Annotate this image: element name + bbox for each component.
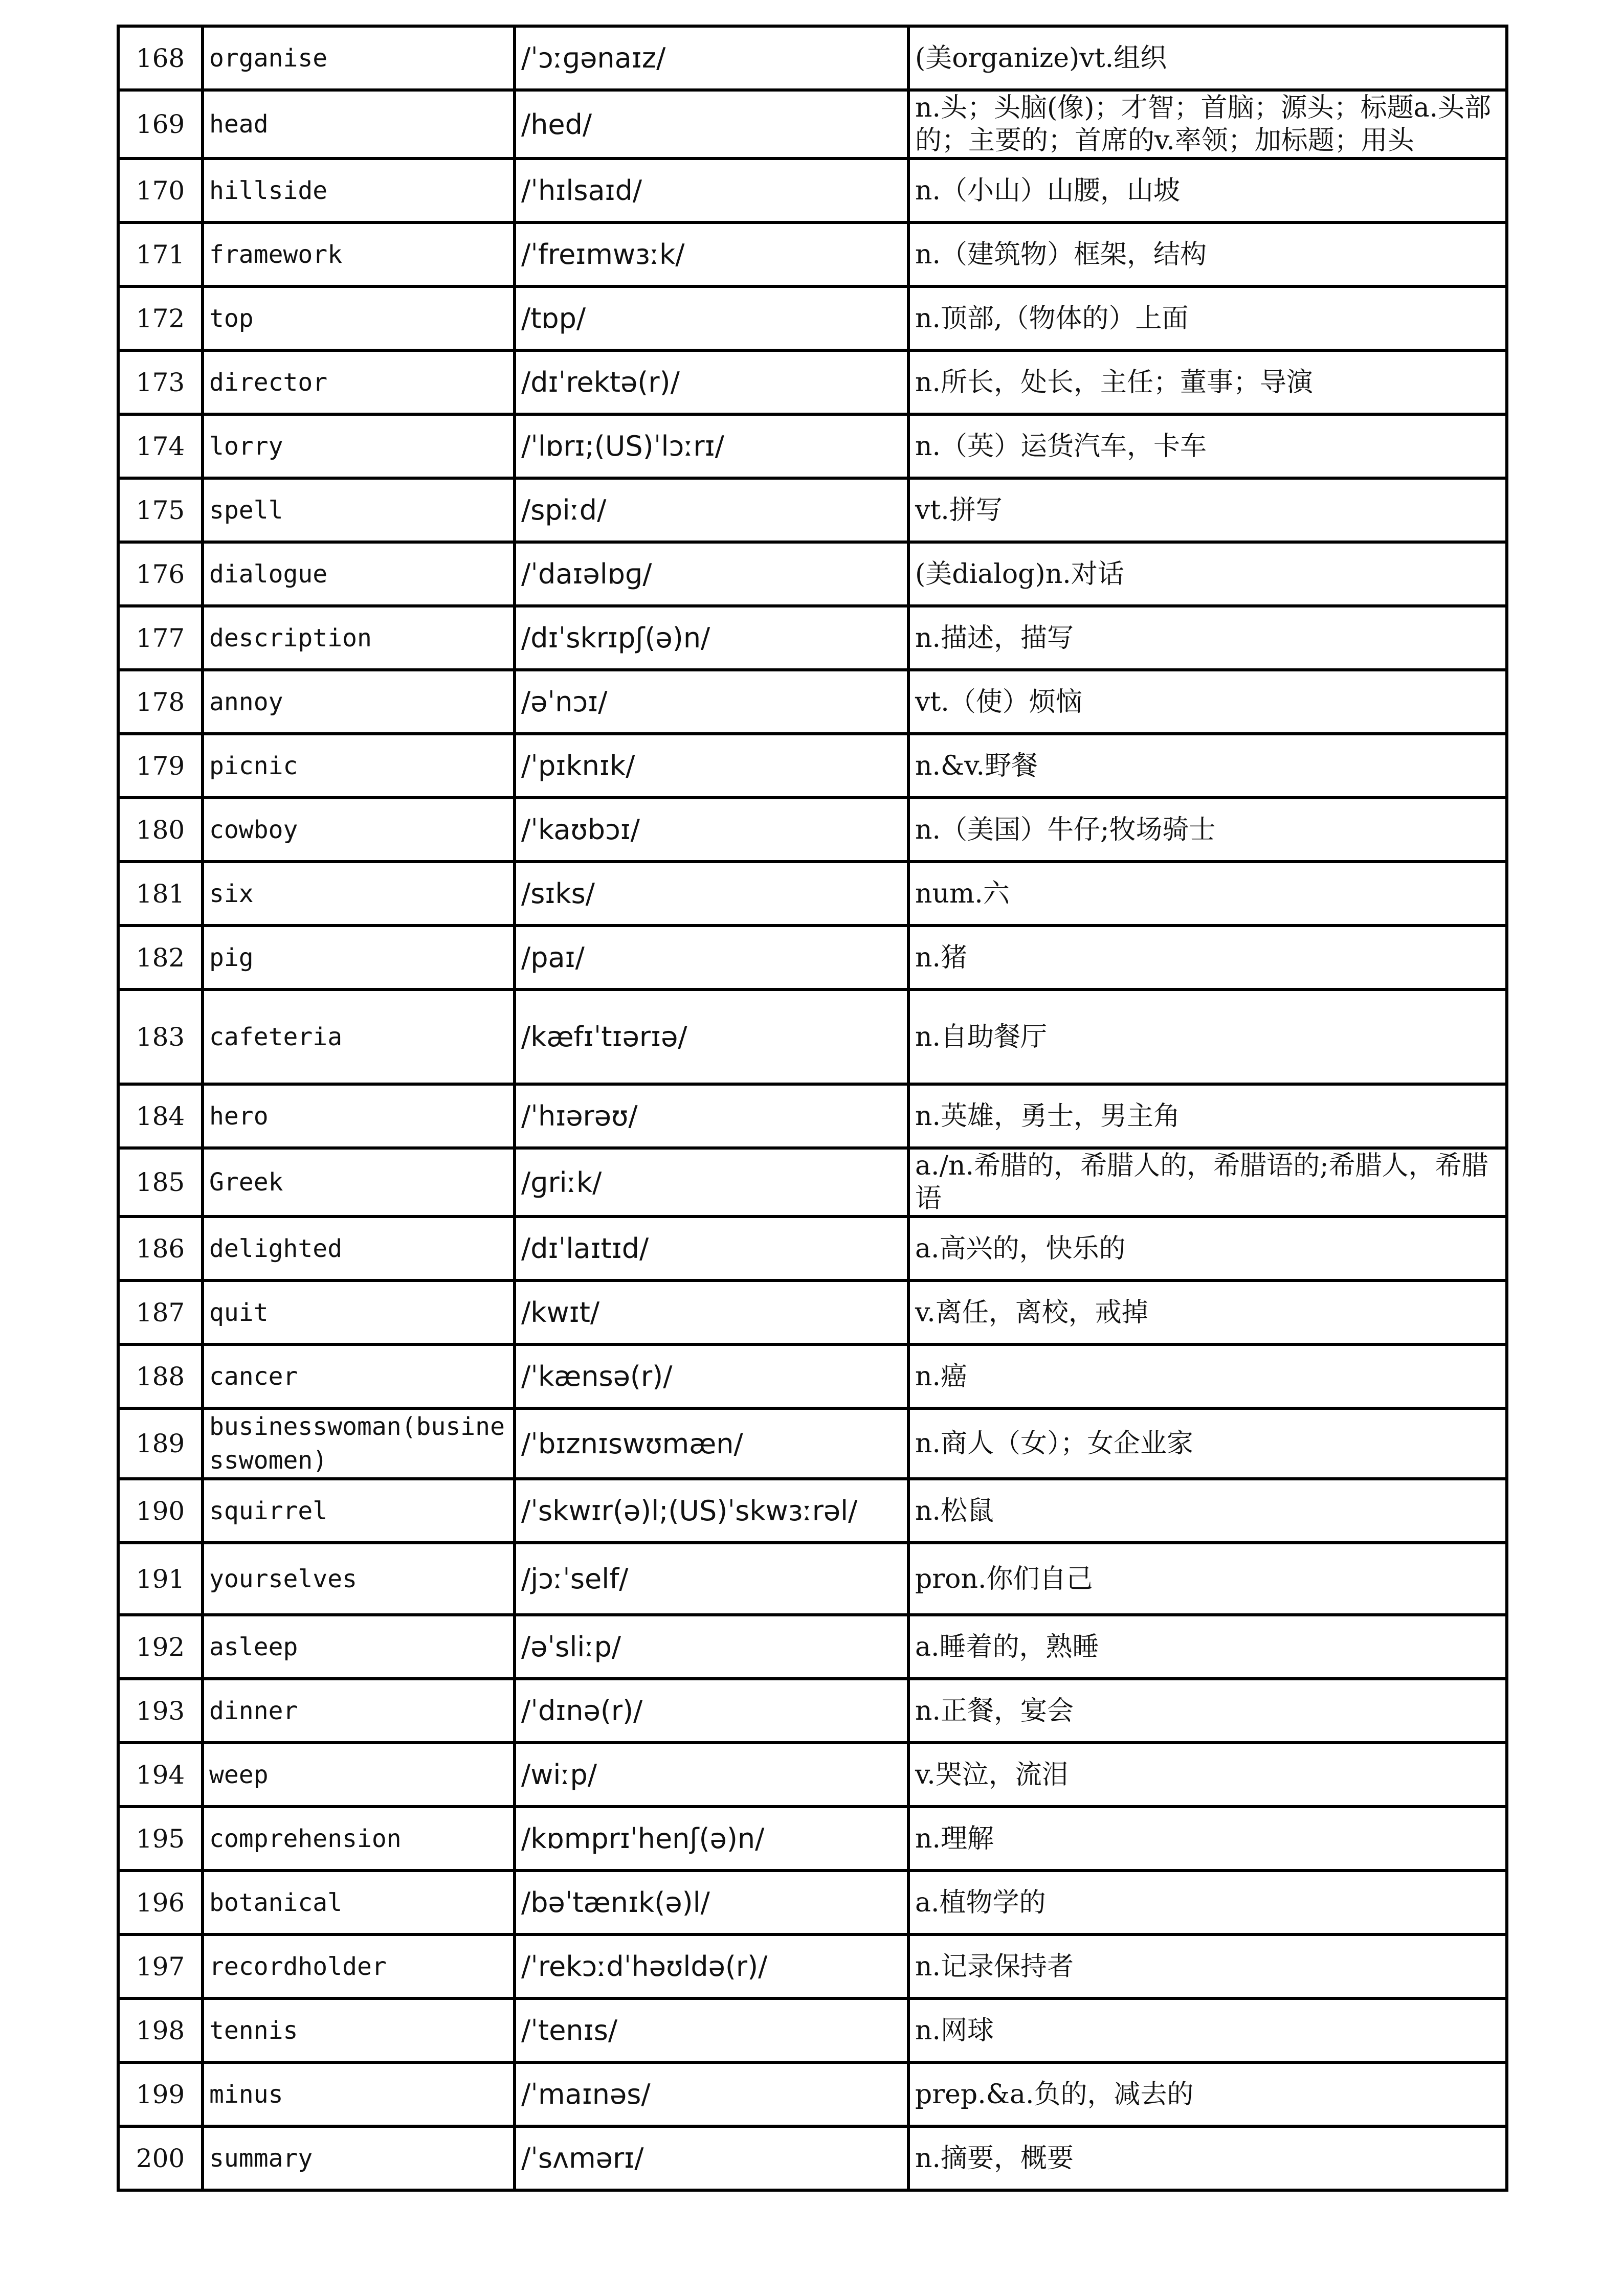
entry-definition: n.正餐，宴会 xyxy=(908,1679,1507,1743)
entry-phonetic: /ˈrekɔːdˈhəʊldə(r)/ xyxy=(515,1934,908,1998)
entry-definition: vt.拼写 xyxy=(908,478,1507,542)
entry-phonetic: /kɒmprɪˈhenʃ(ə)n/ xyxy=(515,1807,908,1871)
entry-definition: n.（小山）山腰，山坡 xyxy=(908,159,1507,222)
entry-definition: a.高兴的，快乐的 xyxy=(908,1217,1507,1280)
entry-number: 183 xyxy=(118,989,203,1084)
entry-definition: n.商人（女）；女企业家 xyxy=(908,1408,1507,1479)
entry-definition: pron.你们自己 xyxy=(908,1543,1507,1615)
entry-number: 172 xyxy=(118,286,203,350)
table-row xyxy=(118,798,1507,862)
entry-definition: num.六 xyxy=(908,862,1507,926)
entry-number: 195 xyxy=(118,1807,203,1871)
entry-word: six xyxy=(203,862,515,926)
table-row xyxy=(118,1084,1507,1148)
table-row xyxy=(118,2126,1507,2190)
table-row xyxy=(118,414,1507,478)
entry-number: 173 xyxy=(118,350,203,414)
table-row xyxy=(118,286,1507,350)
table-row xyxy=(118,1679,1507,1743)
table-row xyxy=(118,1998,1507,2062)
entry-word: top xyxy=(203,286,515,350)
entry-definition: n.&v.野餐 xyxy=(908,734,1507,798)
table-row xyxy=(118,159,1507,222)
entry-number: 182 xyxy=(118,926,203,989)
entry-word: hillside xyxy=(203,159,515,222)
table-row xyxy=(118,1344,1507,1408)
entry-definition: prep.&a.负的，减去的 xyxy=(908,2062,1507,2126)
table-row xyxy=(118,1615,1507,1679)
entry-word: spell xyxy=(203,478,515,542)
entry-definition: vt.（使）烦恼 xyxy=(908,670,1507,734)
entry-phonetic: /spiːd/ xyxy=(515,478,908,542)
table-row xyxy=(118,862,1507,926)
entry-phonetic: /ɡriːk/ xyxy=(515,1148,908,1217)
entry-word: comprehension xyxy=(203,1807,515,1871)
entry-number: 187 xyxy=(118,1280,203,1344)
entry-phonetic: /əˈsliːp/ xyxy=(515,1615,908,1679)
entry-phonetic: /ˈmaɪnəs/ xyxy=(515,2062,908,2126)
entry-definition: n.记录保持者 xyxy=(908,1934,1507,1998)
entry-number: 194 xyxy=(118,1743,203,1807)
entry-definition: n.头；头脑(像)；才智；首脑；源头；标题a.头部的；主要的；首席的v.率领；加标题；用头 xyxy=(908,90,1507,159)
entry-number: 180 xyxy=(118,798,203,862)
entry-definition: n.英雄，勇士，男主角 xyxy=(908,1084,1507,1148)
entry-number: 196 xyxy=(118,1871,203,1934)
table-row xyxy=(118,1217,1507,1280)
entry-number: 198 xyxy=(118,1998,203,2062)
entry-phonetic: /ˈpɪknɪk/ xyxy=(515,734,908,798)
entry-word: description xyxy=(203,606,515,670)
table-row xyxy=(118,734,1507,798)
entry-number: 200 xyxy=(118,2126,203,2190)
table-row xyxy=(118,350,1507,414)
table-row xyxy=(118,90,1507,159)
entry-definition: n.自助餐厅 xyxy=(908,989,1507,1084)
entry-number: 192 xyxy=(118,1615,203,1679)
entry-definition: n.（美国）牛仔;牧场骑士 xyxy=(908,798,1507,862)
entry-word: minus xyxy=(203,2062,515,2126)
entry-word: head xyxy=(203,90,515,159)
entry-phonetic: /wiːp/ xyxy=(515,1743,908,1807)
entry-definition: (美organize)vt.组织 xyxy=(908,26,1507,90)
entry-number: 184 xyxy=(118,1084,203,1148)
entry-phonetic: /ˈkaʊbɔɪ/ xyxy=(515,798,908,862)
entry-number: 177 xyxy=(118,606,203,670)
entry-word: director xyxy=(203,350,515,414)
entry-phonetic: /ˈdɪnə(r)/ xyxy=(515,1679,908,1743)
entry-phonetic: /ˈɔːɡənaɪz/ xyxy=(515,26,908,90)
entry-definition: n.癌 xyxy=(908,1344,1507,1408)
entry-word: asleep xyxy=(203,1615,515,1679)
entry-word: squirrel xyxy=(203,1479,515,1543)
entry-number: 189 xyxy=(118,1408,203,1479)
entry-definition: n.描述，描写 xyxy=(908,606,1507,670)
entry-definition: n.摘要，概要 xyxy=(908,2126,1507,2190)
table-row xyxy=(118,26,1507,90)
entry-phonetic: /paɪ/ xyxy=(515,926,908,989)
entry-number: 176 xyxy=(118,542,203,606)
entry-word: organise xyxy=(203,26,515,90)
entry-phonetic: /kwɪt/ xyxy=(515,1280,908,1344)
table-row xyxy=(118,2062,1507,2126)
entry-word: delighted xyxy=(203,1217,515,1280)
entry-definition: a./n.希腊的，希腊人的，希腊语的;希腊人，希腊语 xyxy=(908,1148,1507,1217)
entry-phonetic: /jɔːˈself/ xyxy=(515,1543,908,1615)
entry-definition: v.哭泣，流泪 xyxy=(908,1743,1507,1807)
entry-definition: v.离任，离校，戒掉 xyxy=(908,1280,1507,1344)
table-row xyxy=(118,1934,1507,1998)
entry-phonetic: /ˈdaɪəlɒɡ/ xyxy=(515,542,908,606)
vocabulary-table xyxy=(117,25,1508,2192)
entry-phonetic: /kæfɪˈtɪərɪə/ xyxy=(515,989,908,1084)
table-row xyxy=(118,1148,1507,1217)
entry-word: framework xyxy=(203,222,515,286)
entry-number: 179 xyxy=(118,734,203,798)
entry-number: 175 xyxy=(118,478,203,542)
entry-phonetic: /ˈhɪlsaɪd/ xyxy=(515,159,908,222)
table-row xyxy=(118,1871,1507,1934)
entry-number: 178 xyxy=(118,670,203,734)
entry-word: cowboy xyxy=(203,798,515,862)
entry-word: cafeteria xyxy=(203,989,515,1084)
entry-number: 190 xyxy=(118,1479,203,1543)
table-row xyxy=(118,1743,1507,1807)
entry-phonetic: /dɪˈskrɪpʃ(ə)n/ xyxy=(515,606,908,670)
table-row xyxy=(118,670,1507,734)
table-row xyxy=(118,1543,1507,1615)
entry-phonetic: /ˈskwɪr(ə)l;(US)ˈskwɜːrəl/ xyxy=(515,1479,908,1543)
entry-word: yourselves xyxy=(203,1543,515,1615)
entry-definition: n.猪 xyxy=(908,926,1507,989)
table-row xyxy=(118,1479,1507,1543)
entry-number: 174 xyxy=(118,414,203,478)
entry-number: 181 xyxy=(118,862,203,926)
entry-number: 168 xyxy=(118,26,203,90)
table-row xyxy=(118,926,1507,989)
entry-definition: n.（建筑物）框架，结构 xyxy=(908,222,1507,286)
entry-number: 199 xyxy=(118,2062,203,2126)
table-row xyxy=(118,1807,1507,1871)
entry-phonetic: /sɪks/ xyxy=(515,862,908,926)
table-row xyxy=(118,222,1507,286)
entry-definition: a.植物学的 xyxy=(908,1871,1507,1934)
entry-phonetic: /ˈtenɪs/ xyxy=(515,1998,908,2062)
table-row xyxy=(118,1280,1507,1344)
entry-word: pig xyxy=(203,926,515,989)
entry-definition: n.理解 xyxy=(908,1807,1507,1871)
entry-number: 170 xyxy=(118,159,203,222)
table-row xyxy=(118,606,1507,670)
entry-definition: n.顶部,（物体的）上面 xyxy=(908,286,1507,350)
entry-phonetic: /dɪˈrektə(r)/ xyxy=(515,350,908,414)
entry-definition: n.所长，处长，主任；董事；导演 xyxy=(908,350,1507,414)
entry-phonetic: /ˈfreɪmwɜːk/ xyxy=(515,222,908,286)
entry-phonetic: /bəˈtænɪk(ə)l/ xyxy=(515,1871,908,1934)
entry-definition: (美dialog)n.对话 xyxy=(908,542,1507,606)
entry-word: dinner xyxy=(203,1679,515,1743)
entry-definition: n.网球 xyxy=(908,1998,1507,2062)
table-row xyxy=(118,989,1507,1084)
table-row xyxy=(118,478,1507,542)
entry-word: hero xyxy=(203,1084,515,1148)
entry-word: tennis xyxy=(203,1998,515,2062)
entry-phonetic: /ˈkænsə(r)/ xyxy=(515,1344,908,1408)
entry-word: botanical xyxy=(203,1871,515,1934)
entry-number: 186 xyxy=(118,1217,203,1280)
entry-number: 169 xyxy=(118,90,203,159)
table-row xyxy=(118,1408,1507,1479)
entry-word: weep xyxy=(203,1743,515,1807)
entry-phonetic: /ˈbɪznɪswʊmæn/ xyxy=(515,1408,908,1479)
entry-phonetic: /hed/ xyxy=(515,90,908,159)
entry-word: summary xyxy=(203,2126,515,2190)
entry-number: 191 xyxy=(118,1543,203,1615)
entry-number: 185 xyxy=(118,1148,203,1217)
entry-phonetic: /ˈhɪərəʊ/ xyxy=(515,1084,908,1148)
entry-phonetic: /ˈsʌmərɪ/ xyxy=(515,2126,908,2190)
entry-number: 171 xyxy=(118,222,203,286)
entry-phonetic: /dɪˈlaɪtɪd/ xyxy=(515,1217,908,1280)
table-row xyxy=(118,542,1507,606)
entry-word: annoy xyxy=(203,670,515,734)
entry-definition: a.睡着的，熟睡 xyxy=(908,1615,1507,1679)
entry-word: quit xyxy=(203,1280,515,1344)
entry-word: businesswoman(businesswomen) xyxy=(203,1408,515,1479)
entry-number: 193 xyxy=(118,1679,203,1743)
entry-number: 188 xyxy=(118,1344,203,1408)
entry-word: cancer xyxy=(203,1344,515,1408)
entry-definition: n.（英）运货汽车，卡车 xyxy=(908,414,1507,478)
entry-word: picnic xyxy=(203,734,515,798)
entry-number: 197 xyxy=(118,1934,203,1998)
entry-phonetic: /əˈnɔɪ/ xyxy=(515,670,908,734)
entry-word: recordholder xyxy=(203,1934,515,1998)
entry-word: dialogue xyxy=(203,542,515,606)
entry-word: lorry xyxy=(203,414,515,478)
entry-word: Greek xyxy=(203,1148,515,1217)
entry-phonetic: /tɒp/ xyxy=(515,286,908,350)
entry-phonetic: /ˈlɒrɪ;(US)ˈlɔːrɪ/ xyxy=(515,414,908,478)
entry-definition: n.松鼠 xyxy=(908,1479,1507,1543)
